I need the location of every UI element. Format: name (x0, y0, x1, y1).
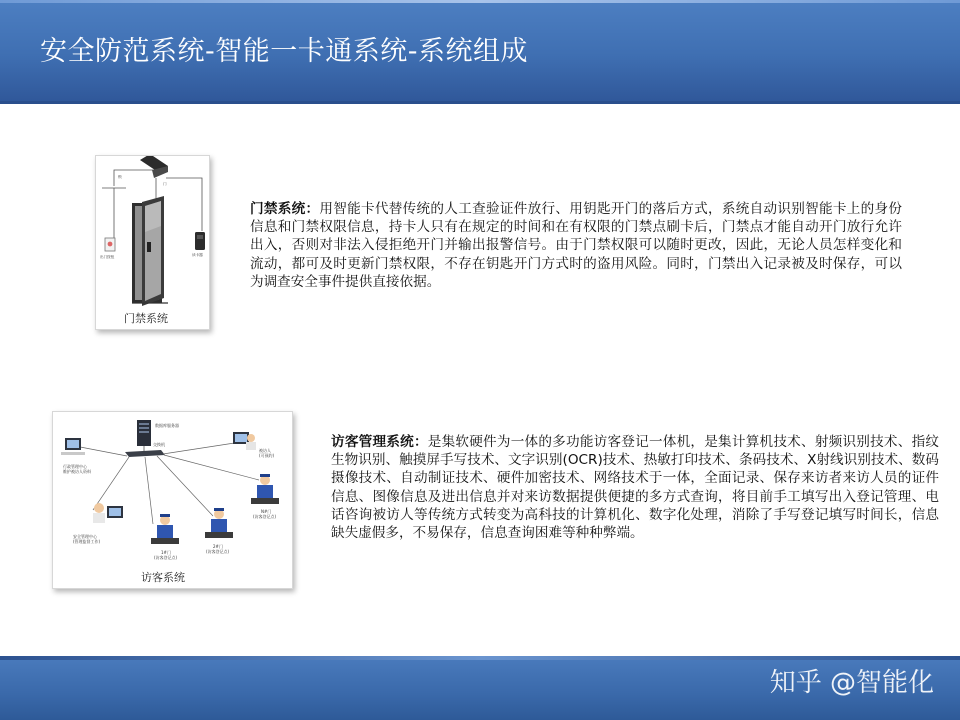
slide-title: 安全防范系统-智能一卡通系统-系统组成 (40, 36, 528, 67)
security-label: 安全管理中心 (73, 534, 97, 539)
door-access-body: 用智能卡代替传统的人工查验证件放行、用钥匙开门的落后方式，系统自动识别智能卡上的身份信息和门禁权限信息，持卡人只有在规定的时间和在有权限的门禁点刷卡后，门禁点才能自动开门放行允许出入，否则对非法入侵拒绝开门并输出报警信号。由于门禁权限可以随时更改，因此，无论人员怎样变化和流动，都可及时更新门禁权限，不存在钥匙开门方式时的盗用风险。同时，门禁出入记录被及时保存，可以为调查安全事件提供直接依据。 (250, 201, 903, 290)
exit-button-device (100, 238, 115, 259)
gate1-label: 1#门 (161, 550, 171, 555)
door-frame (132, 196, 168, 306)
visitor-system-description (331, 433, 939, 542)
gateN-label-2: (访客登记点) (253, 514, 277, 519)
admin-label: 行政管理中心 (63, 464, 87, 469)
visitor-system-heading: 访客管理系统： (331, 434, 428, 450)
server-label: 数据库服务器 (155, 423, 179, 428)
door-access-description (250, 200, 902, 291)
gate-2-station (205, 508, 233, 554)
door-access-heading: 门禁系统： (250, 201, 320, 217)
footer-bar (0, 656, 960, 720)
exit-button-label: 出门按钮 (100, 255, 115, 259)
admin-label-2: 维护被访人资料 (63, 469, 91, 474)
door-access-illustration (96, 156, 209, 329)
gate-1-station (151, 514, 179, 560)
controller-label: 门 (163, 182, 167, 186)
host-label-2: (可预约) (259, 453, 275, 458)
gateN-label: N#门 (261, 509, 272, 514)
network-lines (75, 442, 259, 524)
gate1-label-2: (访客登记点) (154, 555, 178, 560)
door-figure-caption: 门禁系统 (124, 312, 168, 325)
gate-n-station (251, 474, 279, 519)
switch-label: 交换机 (153, 442, 165, 447)
gate2-label: 2#门 (213, 544, 223, 549)
security-label-2: (管理监督工作) (73, 539, 101, 544)
host-workstation (233, 432, 275, 458)
card-reader-label: 读卡器 (192, 253, 203, 257)
visitor-system-body: 是集软硬件为一体的多功能访客登记一体机，是集计算机技术、射频识别技术、指纹生物识别、触摸屏手写技术、文字识别(OCR)技术、热敏打印技术、条码技术、X射线识别技术、数码摄像技术、自动制证技术、硬件加密技术、网络技术于一体，全面记录、保存来访者来访人员的证件信息、图像信息及进出信息并对来访数据提供便捷的多方式查询，将目前手工填写出入登记管理、电话咨询被访人等传统方式转变为高科技的计算机化、数字化处理，消除了手写登记填写时间长，信息缺失虚假多，不易保存，信息查询困难等种种弊端。 (331, 434, 939, 542)
card-reader-device (192, 232, 205, 257)
controller-box (140, 156, 168, 178)
lock-label: 锁 (118, 175, 122, 179)
admin-workstation (61, 438, 91, 474)
host-label: 被访人 (259, 448, 271, 453)
visitor-system-diagram (52, 411, 293, 589)
title-bar (0, 0, 960, 104)
gate2-label-2: (访客登记点) (206, 549, 230, 554)
visitor-figure-caption: 访客系统 (141, 571, 185, 584)
title-bar-highlight (0, 0, 960, 3)
security-workstation (73, 503, 123, 544)
visitor-system-illustration (53, 412, 292, 588)
door-access-diagram (95, 155, 210, 330)
watermark: 知乎 @智能化 (769, 668, 934, 698)
footer-divider (0, 656, 960, 660)
